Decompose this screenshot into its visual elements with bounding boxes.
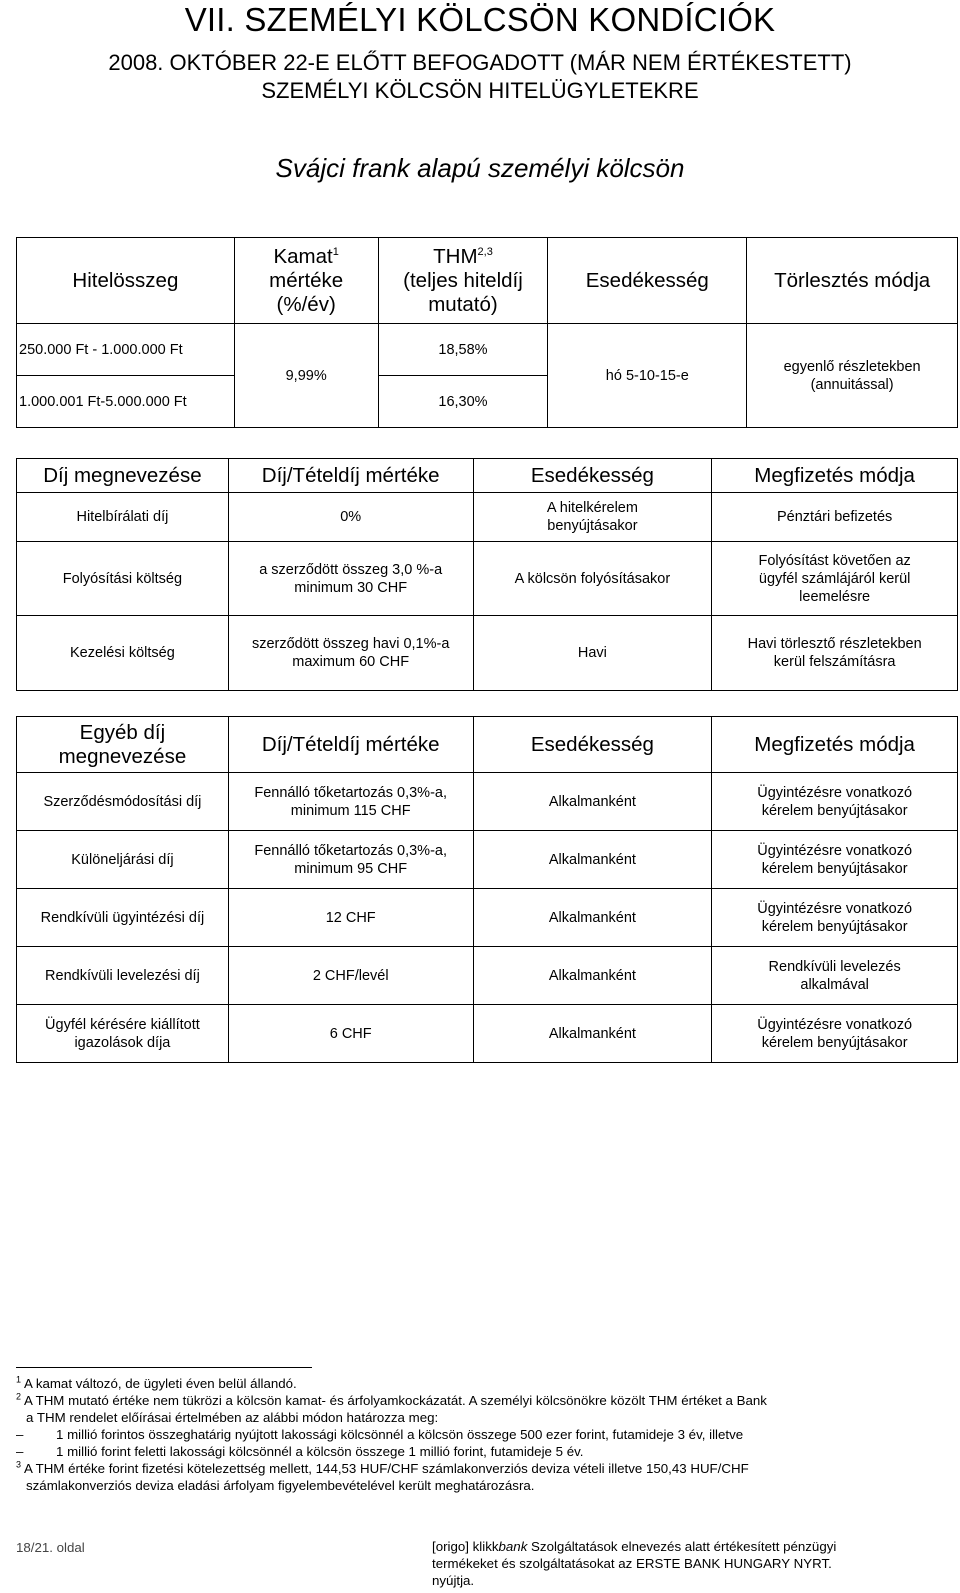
fees-header-amount: Díj/Tételdíj mértéke xyxy=(228,459,473,493)
fee-row xyxy=(17,493,958,542)
other-fee-due: Alkalmanként xyxy=(473,831,712,889)
other-fee-name: Különeljárási díj xyxy=(17,831,229,889)
fee-amount: a szerződött összeg 3,0 %-a minimum 30 CHF xyxy=(228,542,473,616)
other-fee-due: Alkalmanként xyxy=(473,773,712,831)
fees-table xyxy=(16,458,958,691)
product-title: Svájci frank alapú személyi kölcsön xyxy=(275,153,685,183)
rates-header-row xyxy=(17,238,958,324)
footnote-3: $^3$ A THM értéke forint fizetési kötelezettség mellett, 144,53 HUF/CHF számlakonverziós deviza vételi illetve 150,43 HUF/CHF számlakonverziós deviza eladási árfolyam figyelembevételével került meghatározásra. xyxy=(16,1459,749,1493)
footer-note: [origo] klikkbank Szolgáltatások elnevezés alatt értékesített pénzügyi termékeket és szolgáltatásokat az ERSTE BANK HUNGARY NYRT. nyújtja. xyxy=(432,1539,837,1588)
other-fees-table xyxy=(16,716,958,1063)
other-fee-amount: Fennálló tőketartozás 0,3%-a, minimum 115 CHF xyxy=(228,773,473,831)
header-amount: Hitelösszeg xyxy=(17,238,235,324)
fee-name: Kezelési költség xyxy=(17,616,229,691)
other-header-amount: Díj/Tételdíj mértéke xyxy=(228,717,473,773)
page-title: VII. SZEMÉLYI KÖLCSÖN KONDÍCIÓK xyxy=(184,1,776,38)
fees-header-pay: Megfizetés módja xyxy=(712,459,958,493)
fee-row xyxy=(17,616,958,691)
footnote-1: $^1$ A kamat változó, de ügyleti éven belül állandó. xyxy=(16,1374,297,1391)
other-fee-pay: Ügyintézésre vonatkozó kérelem benyújtásakor xyxy=(712,831,958,889)
other-fee-amount: Fennálló tőketartozás 0,3%-a, minimum 95 CHF xyxy=(228,831,473,889)
header-thm: THM$^{2,3}$ (teljes hiteldíj mutató) xyxy=(378,238,548,324)
other-fee-pay: Rendkívüli levelezés alkalmával xyxy=(712,947,958,1005)
other-header-pay: Megfizetés módja xyxy=(712,717,958,773)
fee-name: Folyósítási költség xyxy=(17,542,229,616)
other-fee-row xyxy=(17,831,958,889)
other-fee-amount: 2 CHF/levél xyxy=(228,947,473,1005)
fee-due: Havi xyxy=(473,616,712,691)
rates-table xyxy=(16,237,958,428)
fee-due: A hitelkérelem benyújtásakor xyxy=(473,493,712,542)
fee-name: Hitelbírálati díj xyxy=(17,493,229,542)
rates-row-1 xyxy=(17,324,958,376)
thm-value-2: 16,30% xyxy=(378,376,548,428)
other-fee-due: Alkalmanként xyxy=(473,947,712,1005)
other-fee-row xyxy=(17,947,958,1005)
other-fee-row xyxy=(17,1005,958,1063)
other-fee-name: Szerződésmódosítási díj xyxy=(17,773,229,831)
thm-value-1: 18,58% xyxy=(378,324,548,376)
other-fee-row xyxy=(17,889,958,947)
fees-header-name: Díj megnevezése xyxy=(17,459,229,493)
interest-rate: 9,99% xyxy=(234,324,378,428)
fee-amount: szerződött összeg havi 0,1%-a maximum 60 CHF xyxy=(228,616,473,691)
other-header-row xyxy=(17,717,958,773)
other-fee-pay: Ügyintézésre vonatkozó kérelem benyújtásakor xyxy=(712,773,958,831)
fee-amount: 0% xyxy=(228,493,473,542)
amount-range-1: 250.000 Ft - 1.000.000 Ft xyxy=(17,324,235,376)
other-fee-amount: 12 CHF xyxy=(228,889,473,947)
repay-method: egyenlő részletekben (annuitással) xyxy=(747,324,958,428)
other-fee-row xyxy=(17,773,958,831)
other-header-name: Egyéb díj megnevezése xyxy=(17,717,229,773)
other-fee-name: Rendkívüli levelezési díj xyxy=(17,947,229,1005)
other-header-due: Esedékesség xyxy=(473,717,712,773)
header-interest: Kamat$^1$ mértéke (%/év) xyxy=(234,238,378,324)
other-fee-amount: 6 CHF xyxy=(228,1005,473,1063)
fee-row xyxy=(17,542,958,616)
amount-range-2: 1.000.001 Ft-5.000.000 Ft xyxy=(17,376,235,428)
fee-due: A kölcsön folyósításakor xyxy=(473,542,712,616)
fee-pay: Pénztári befizetés xyxy=(712,493,958,542)
other-fee-name: Ügyfél kérésére kiállított igazolások díja xyxy=(17,1005,229,1063)
fees-header-row xyxy=(17,459,958,493)
fees-header-due: Esedékesség xyxy=(473,459,712,493)
footnote-ref-1: 1 xyxy=(332,245,339,258)
other-fee-pay: Ügyintézésre vonatkozó kérelem benyújtásakor xyxy=(712,889,958,947)
other-fee-name: Rendkívüli ügyintézési díj xyxy=(17,889,229,947)
fee-pay: Havi törlesztő részletekben kerül felszámításra xyxy=(712,616,958,691)
header-repay: Törlesztés módja xyxy=(747,238,958,324)
due-date: hó 5-10-15-e xyxy=(548,324,747,428)
other-fee-due: Alkalmanként xyxy=(473,889,712,947)
footnote-ref-2-3: 2,3 xyxy=(477,245,493,258)
footnote-2: $^2$ A THM mutató értéke nem tükrözi a kölcsön kamat- és árfolyamkockázatát. A személyi kölcsönökre közölt THM értéket a Bank a THM rendelet előírásai értelmében az alábbi módon határozza meg: – 1 millió forintos összeghatárig nyújtott lakossági kölcsönnél a kölcsön összege 500 ezer forint, futamideje 3 év, illetve – 1 millió forint feletti lakossági kölcsönnél a kölcsön összege 1 millió forint, futamideje 5 év. xyxy=(16,1391,767,1459)
other-fee-pay: Ügyintézésre vonatkozó kérelem benyújtásakor xyxy=(712,1005,958,1063)
other-fee-due: Alkalmanként xyxy=(473,1005,712,1063)
header-due: Esedékesség xyxy=(548,238,747,324)
footnote-separator xyxy=(16,1367,312,1368)
fee-pay: Folyósítást követően az ügyfél számlájáról kerül leemelésre xyxy=(712,542,958,616)
subtitle-line-1: 2008. OKTÓBER 22-E ELŐTT BEFOGADOTT (MÁR NEM ÉRTÉKESTETT) xyxy=(108,50,852,75)
subtitle-line-2: SZEMÉLYI KÖLCSÖN HITELÜGYLETEKRE xyxy=(261,78,699,103)
page-number: 18/21. oldal xyxy=(16,1540,85,1555)
